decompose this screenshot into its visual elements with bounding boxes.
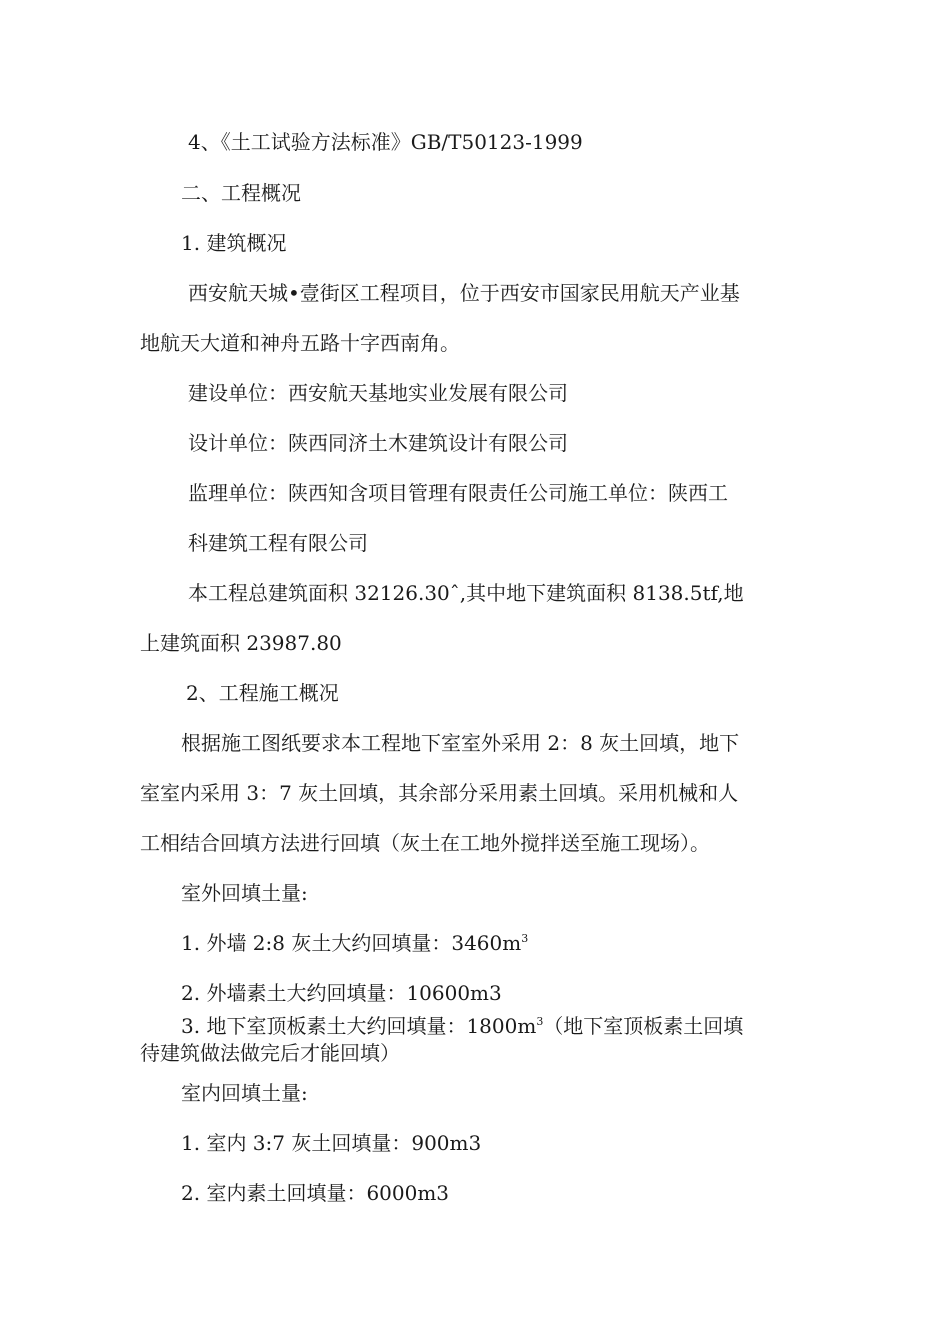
indoor-backfill-heading: 室内回填土量: (181, 1081, 308, 1105)
outdoor-backfill-item-1: 1. 外墙 2:8 灰土大约回填量：$3460m^3$ (181, 931, 529, 955)
paragraph-location-line-2: 地航天大道和神舟五路十字西南角。 (140, 331, 460, 355)
backfill-paragraph-line-1: 根据施工图纸要求本工程地下室室外采用 2：8 灰土回填，地下 (181, 731, 740, 755)
reference-standard-4: 4、《土工试验方法标准》GB/T50123-1999 (188, 130, 583, 154)
outdoor-backfill-item-2: 2. 外墙素土大约回填量：10600m3 (181, 981, 502, 1005)
supervision-unit-line-2: 科建筑工程有限公司 (188, 531, 368, 555)
area-paragraph-line-2: 上建筑面积 23987.80 (140, 631, 342, 655)
paragraph-location-line-1: 西安航天城•壹街区工程项目，位于西安市国家民用航天产业基 (188, 281, 740, 305)
design-unit: 设计单位：陕西同济土木建筑设计有限公司 (188, 431, 568, 455)
backfill-paragraph-line-3: 工相结合回填方法进行回填（灰土在工地外搅拌送至施工现场）。 (140, 831, 710, 855)
section-heading-project-overview: 二、工程概况 (181, 181, 301, 205)
area-paragraph-line-1: 本工程总建筑面积 32126.30ˆ,其中地下建筑面积 8138.5tf,地 (188, 581, 744, 605)
indoor-backfill-item-2: 2. 室内素土回填量：6000m3 (181, 1181, 450, 1205)
construction-unit: 建设单位：西安航天基地实业发展有限公司 (188, 381, 568, 405)
backfill-paragraph-line-2: 室室内采用 3：7 灰土回填，其余部分采用素土回填。采用机械和人 (140, 781, 739, 805)
supervision-unit-line-1: 监理单位：陕西知含项目管理有限责任公司施工单位：陕西工 (188, 481, 728, 505)
subsection-heading-building-overview: 1. 建筑概况 (181, 231, 287, 255)
subsection-heading-construction-overview: 2、工程施工概况 (186, 681, 339, 705)
outdoor-backfill-heading: 室外回填土量: (181, 881, 308, 905)
outdoor-backfill-item-3-line-1: 3. 地下室顶板素土大约回填量：$1800m^3$（地下室顶板素土回填 (181, 1014, 744, 1038)
indoor-backfill-item-1: 1. 室内 3:7 灰土回填量：900m3 (181, 1131, 482, 1155)
outdoor-backfill-item-3-line-2: 待建筑做法做完后才能回填） (140, 1041, 400, 1065)
